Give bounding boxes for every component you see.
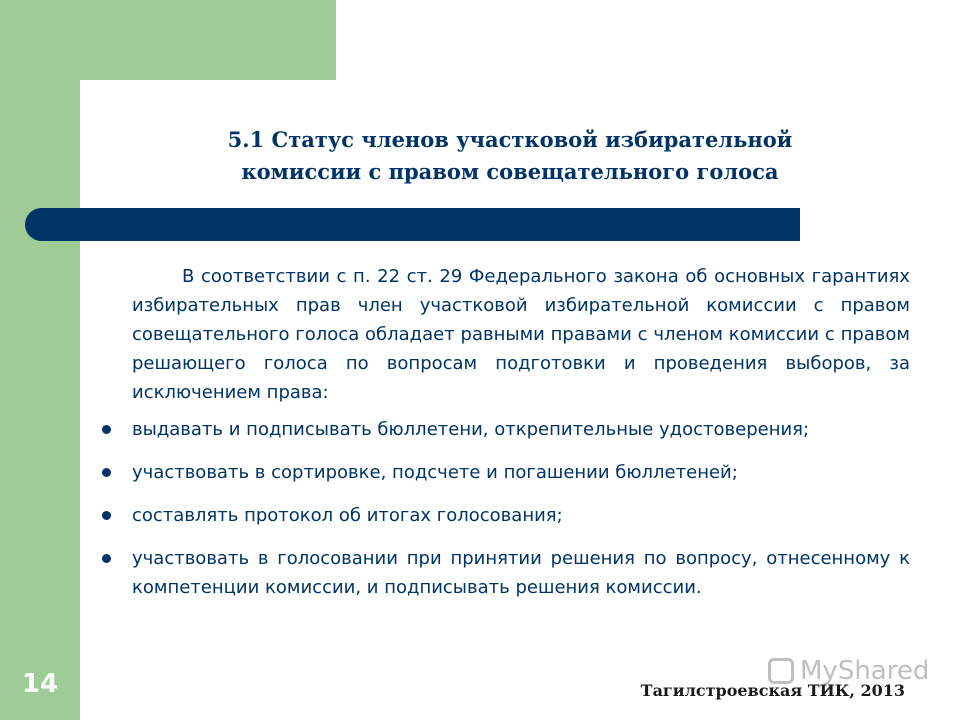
list-item xyxy=(132,501,910,530)
list-item-text: выдавать и подписывать бюллетени, открепительные удостоверения; xyxy=(132,419,810,440)
slide-title-line-1: 5.1 Статус членов участковой избирательной xyxy=(227,127,793,152)
watermark-text: MyShared xyxy=(800,656,930,686)
slide-title xyxy=(130,124,890,188)
list-item-text: составлять протокол об итогах голосования; xyxy=(132,505,563,526)
left-green-strip xyxy=(0,0,80,720)
slide-title-line-2: комиссии с правом совещательного голоса xyxy=(241,159,779,184)
intro-paragraph: В соответствии с п. 22 ст. 29 Федерального закона об основных гарантиях избирательных прав член участковой избирательной комиссии с правом совещательного голоса обладает равными правами с членом комиссии с правом решающего голоса по вопросам подготовки и проведения выборов, за исключением права: xyxy=(132,266,910,403)
list-item-text: участвовать в сортировке, подсчете и погашении бюллетеней; xyxy=(132,462,738,483)
slide-number: 14 xyxy=(21,669,59,699)
bullet-icon xyxy=(102,554,111,563)
list-item xyxy=(132,458,910,487)
slide-body xyxy=(132,262,910,602)
list-item xyxy=(132,415,910,444)
exceptions-list xyxy=(132,415,910,602)
bullet-icon xyxy=(102,468,111,477)
list-item xyxy=(132,544,910,602)
top-green-block xyxy=(0,0,336,80)
title-underline-bar xyxy=(25,208,800,241)
bullet-icon xyxy=(102,511,111,520)
list-item-text: участвовать в голосовании при принятии решения по вопросу, отнесенному к компетенции комиссии, и подписывать решения комиссии. xyxy=(132,548,910,598)
footer-caption: Тагилстроевская ТИК, 2013 xyxy=(640,681,905,700)
bullet-icon xyxy=(102,425,111,434)
